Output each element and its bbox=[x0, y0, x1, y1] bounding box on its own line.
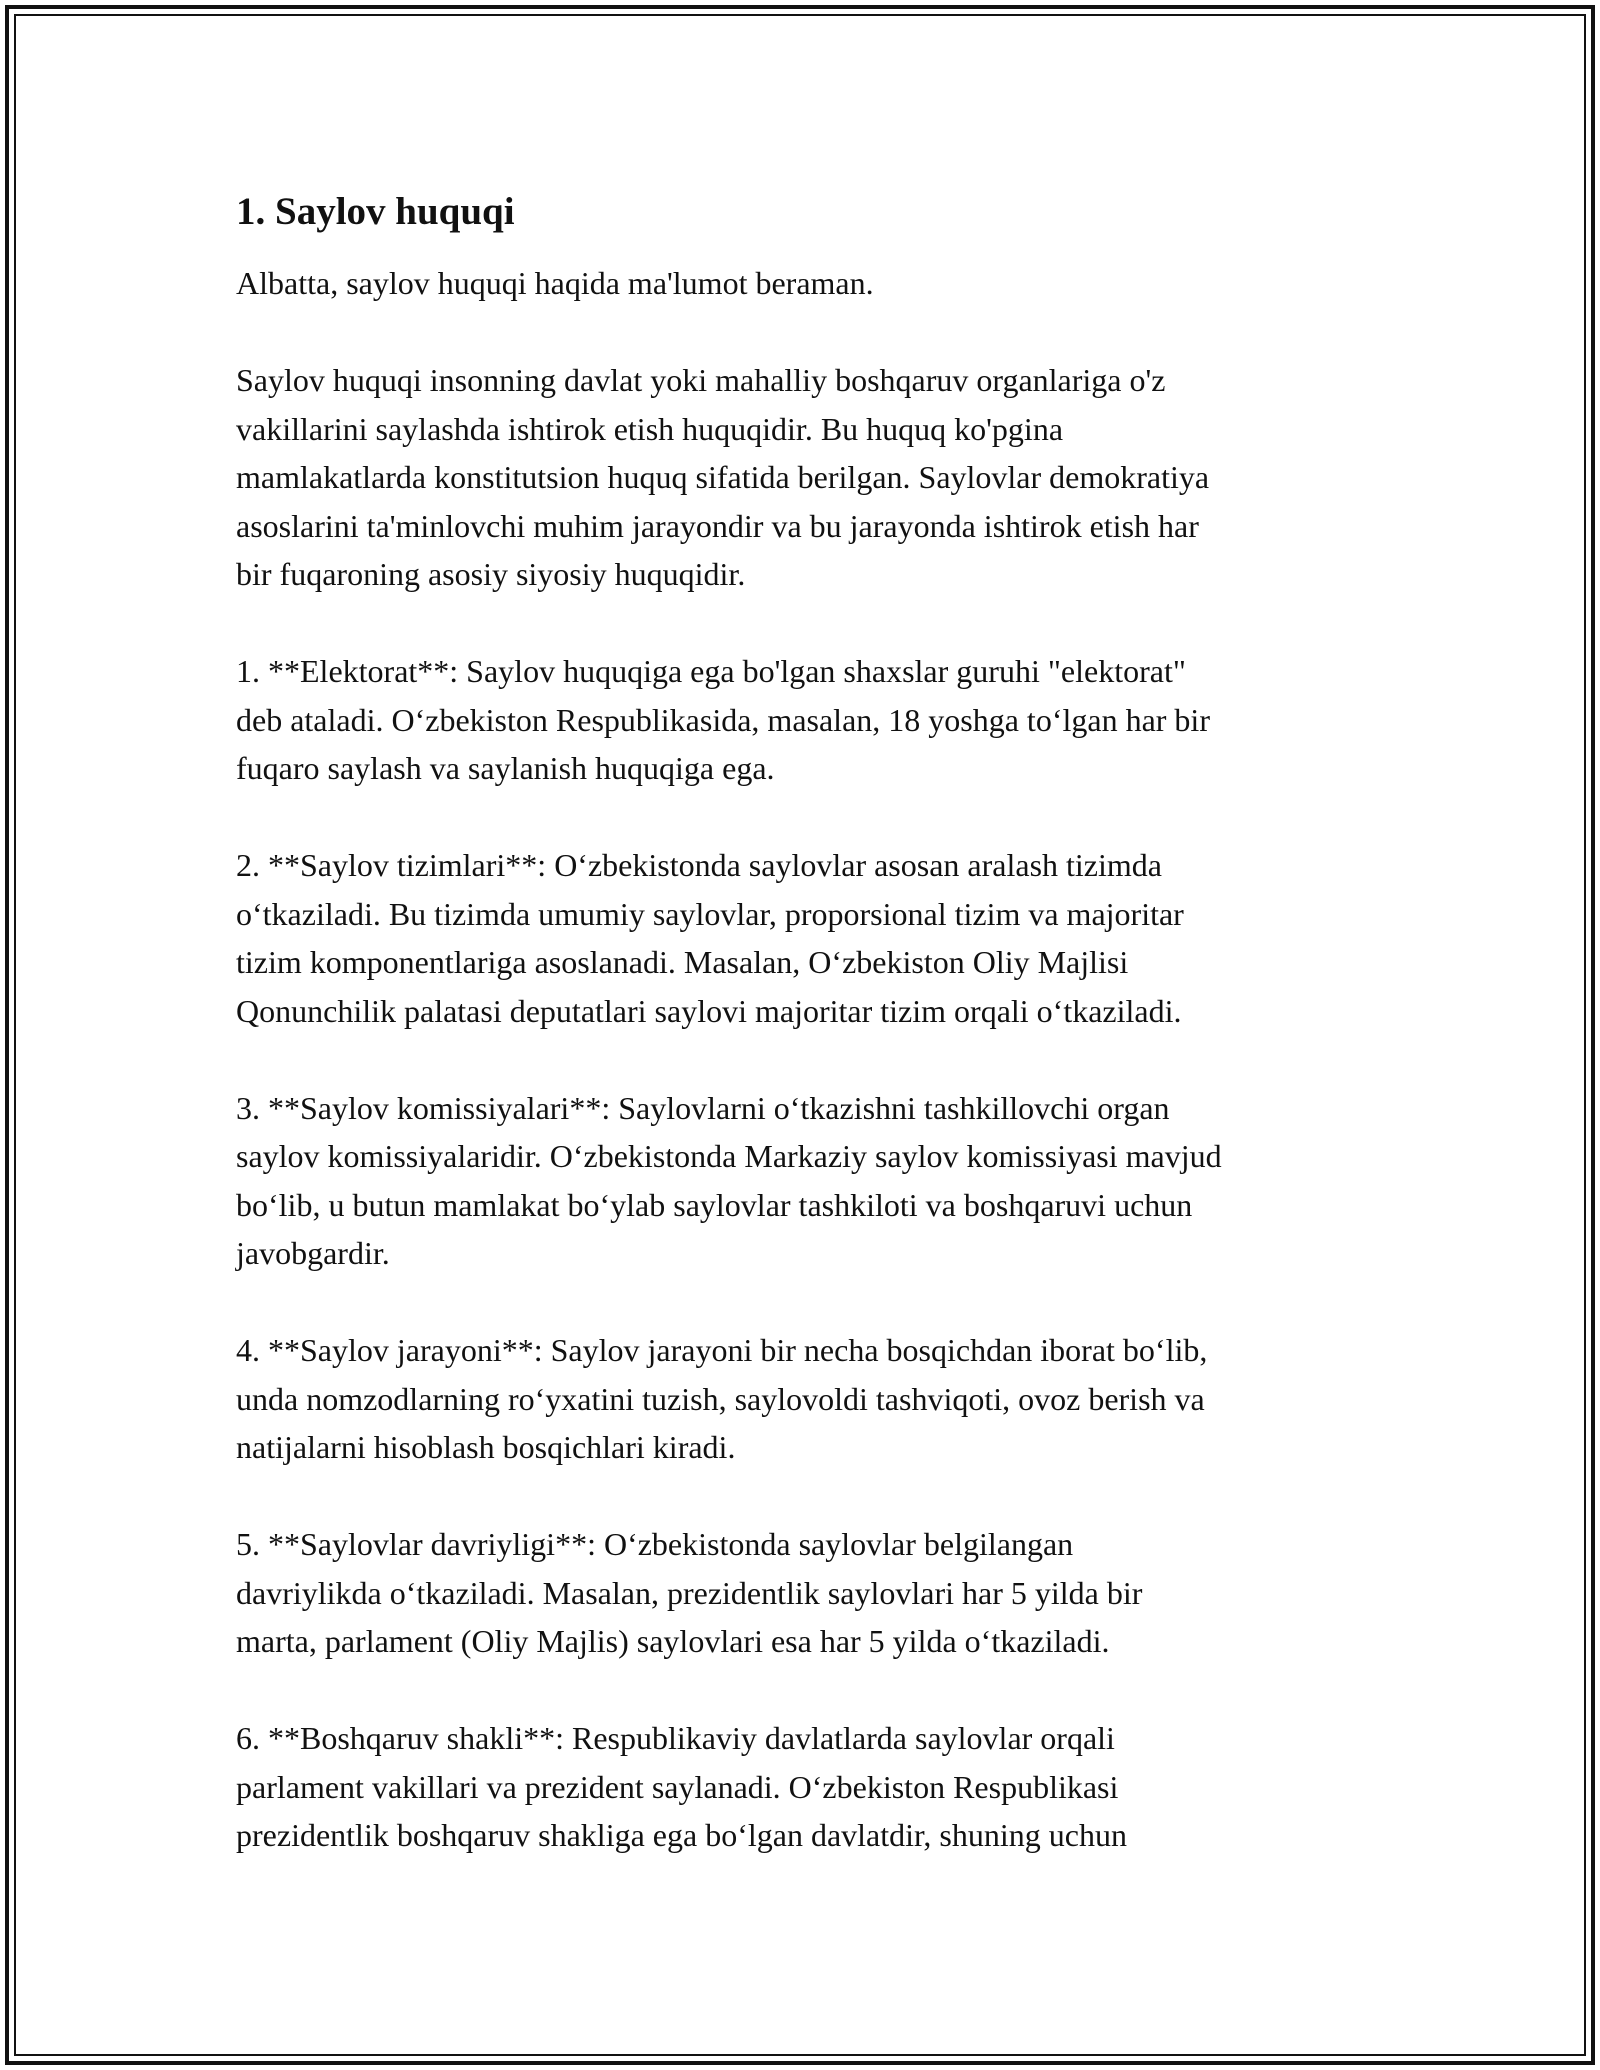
item-elektorat: 1. **Elektorat**: Saylov huquqiga ega bo'lgan shaxslar guruhi "elektorat" deb ataladi. O‘zbekiston Respublikasida, masalan, 18 yoshga to‘lgan har bir fuqaro saylash va saylanish huquqiga ega. bbox=[236, 653, 1210, 786]
item-saylovlar-davriyligi: 5. **Saylovlar davriyligi**: O‘zbekistonda saylovlar belgilangan davriylikda o‘tkaziladi. Masalan, prezidentlik saylovlari har 5 yilda bir marta, parlament (Oliy Majlis) saylovlari esa har 5 yilda o‘tkaziladi. bbox=[236, 1526, 1143, 1659]
item-boshqaruv-shakli: 6. **Boshqaruv shakli**: Respublikaviy davlatlarda saylovlar orqali parlament vakillari va prezident saylanadi. O‘zbekiston Respublikasi prezidentlik boshqaruv shakliga ega bo‘lgan davlatdir, shuning uchun bbox=[236, 1720, 1127, 1853]
intro-paragraph: Albatta, saylov huquqi haqida ma'lumot beraman. bbox=[236, 265, 874, 301]
item-saylov-tizimlari: 2. **Saylov tizimlari**: O‘zbekistonda saylovlar asosan aralash tizimda o‘tkaziladi. Bu tizimda umumiy saylovlar, proporsional tizim va majoritar tizim komponentlariga asoslanadi. Masalan, O‘zbekiston Oliy Majlisi Qonunchilik palatasi deputatlari saylovi majoritar tizim orqali o‘tkaziladi. bbox=[236, 847, 1184, 1029]
item-saylov-komissiyalari: 3. **Saylov komissiyalari**: Saylovlarni o‘tkazishni tashkillovchi organ saylov komissiyalaridir. O‘zbekistonda Markaziy saylov komissiyasi mavjud bo‘lib, u butun mamlakat bo‘ylab saylovlar tashkiloti va boshqaruvi uchun javobgardir. bbox=[236, 1089, 1222, 1271]
document-body bbox=[236, 185, 1386, 1860]
overview-paragraph: Saylov huquqi insonning davlat yoki mahalliy boshqaruv organlariga o'z vakillarini saylashda ishtirok etish huquqidir. Bu huquq ko'pgina mamlakatlarda konstitutsion huquq sifatida berilgan. Saylovlar demokratiya asoslarini ta'minlovchi muhim jarayondir va bu jarayonda ishtirok etish har bir fuqaroning asosiy siyosiy huquqidir. bbox=[236, 362, 1210, 592]
item-saylov-jarayoni: 4. **Saylov jarayoni**: Saylov jarayoni bir necha bosqichdan iborat bo‘lib, unda nomzodlarning ro‘yxatini tuzish, saylovoldi tashviqoti, ovoz berish va natijalarni hisoblash bosqichlari kiradi. bbox=[236, 1332, 1208, 1465]
document-title: 1. Saylov huquqi bbox=[236, 190, 515, 233]
